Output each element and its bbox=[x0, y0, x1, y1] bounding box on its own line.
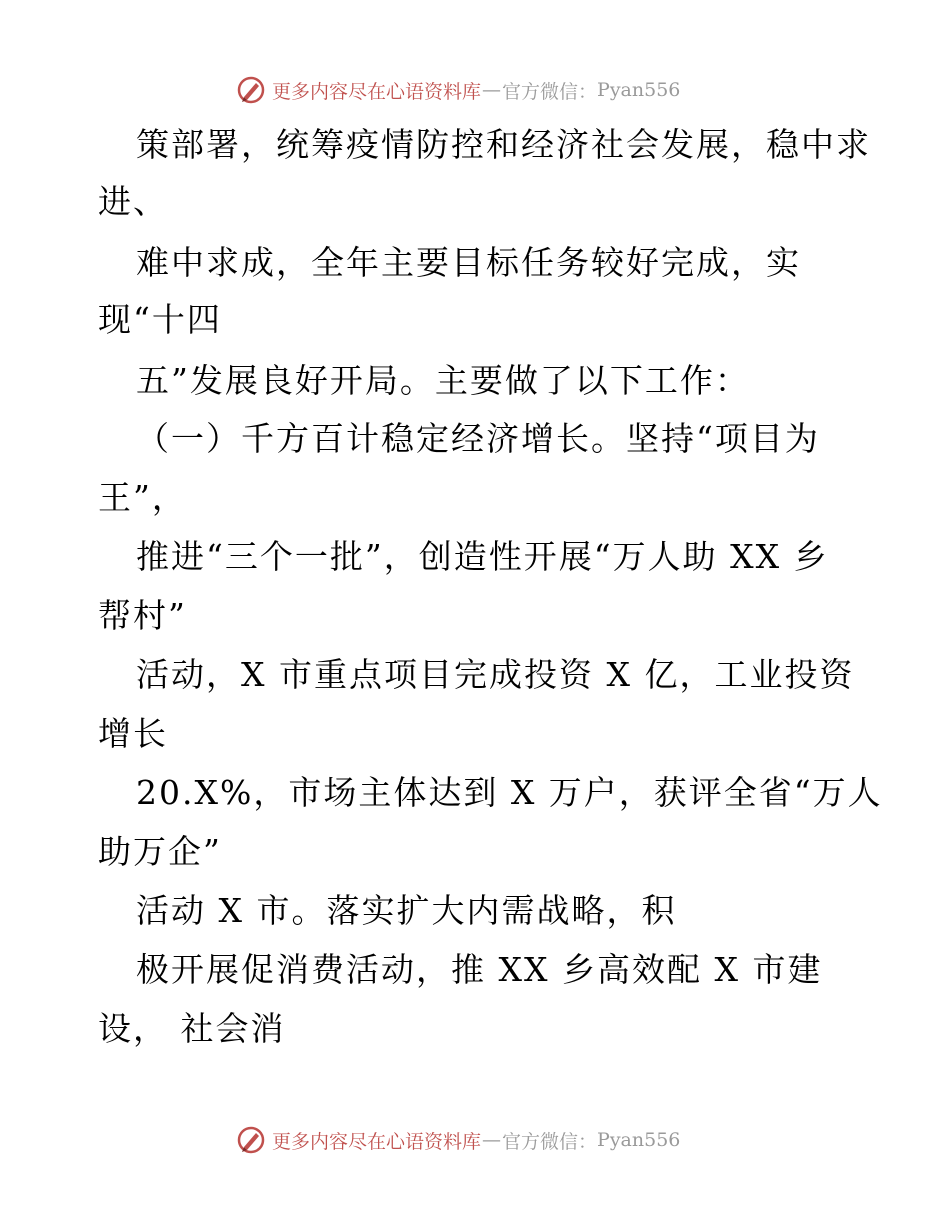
text-line: 增长 bbox=[98, 714, 168, 753]
watermark-separator: — bbox=[482, 79, 502, 101]
watermark-separator: — bbox=[482, 1129, 502, 1151]
text-line: 王”， bbox=[98, 478, 187, 517]
pen-logo-icon bbox=[236, 1125, 266, 1155]
watermark-label: 官方微信： bbox=[502, 80, 598, 103]
text-line: 进、 bbox=[98, 182, 168, 221]
watermark-main-text: 更多内容尽在心语资料库 bbox=[272, 1130, 482, 1153]
text-line: （一）千方百计稳定经济增长。坚持“项目为 bbox=[136, 419, 820, 458]
text-line: 活动 X 市。落实扩大内需战略，积 bbox=[136, 891, 677, 930]
text-line: 推进“三个一批”，创造性开展“万人助 XX 乡 bbox=[136, 537, 829, 576]
text-line: 帮村” bbox=[98, 596, 187, 635]
text-line: 极开展促消费活动，推 XX 乡高效配 X 市建 bbox=[136, 950, 823, 989]
text-line: 活动，X 市重点项目完成投资 X 亿，工业投资 bbox=[136, 655, 855, 694]
watermark-account: Pyan556 bbox=[597, 79, 681, 101]
text-line: 难中求成，全年主要目标任务较好完成，实 bbox=[136, 243, 801, 282]
watermark-label: 官方微信： bbox=[502, 1130, 598, 1153]
header-watermark bbox=[236, 70, 680, 110]
watermark-account: Pyan556 bbox=[597, 1129, 681, 1151]
watermark-main-text: 更多内容尽在心语资料库 bbox=[272, 80, 482, 103]
text-line: 20.X%，市场主体达到 X 万户，获评全省“万人 bbox=[136, 773, 883, 812]
text-line: 设， 社会消 bbox=[98, 1009, 286, 1048]
text-line: 策部署，统筹疫情防控和经济社会发展，稳中求 bbox=[136, 125, 871, 164]
pen-logo-icon bbox=[236, 75, 266, 105]
text-line: 助万企” bbox=[98, 832, 222, 871]
text-line: 现“十四 bbox=[98, 300, 222, 339]
footer-watermark bbox=[236, 1120, 680, 1160]
text-line: 五”发展良好开局。主要做了以下工作： bbox=[136, 361, 750, 400]
